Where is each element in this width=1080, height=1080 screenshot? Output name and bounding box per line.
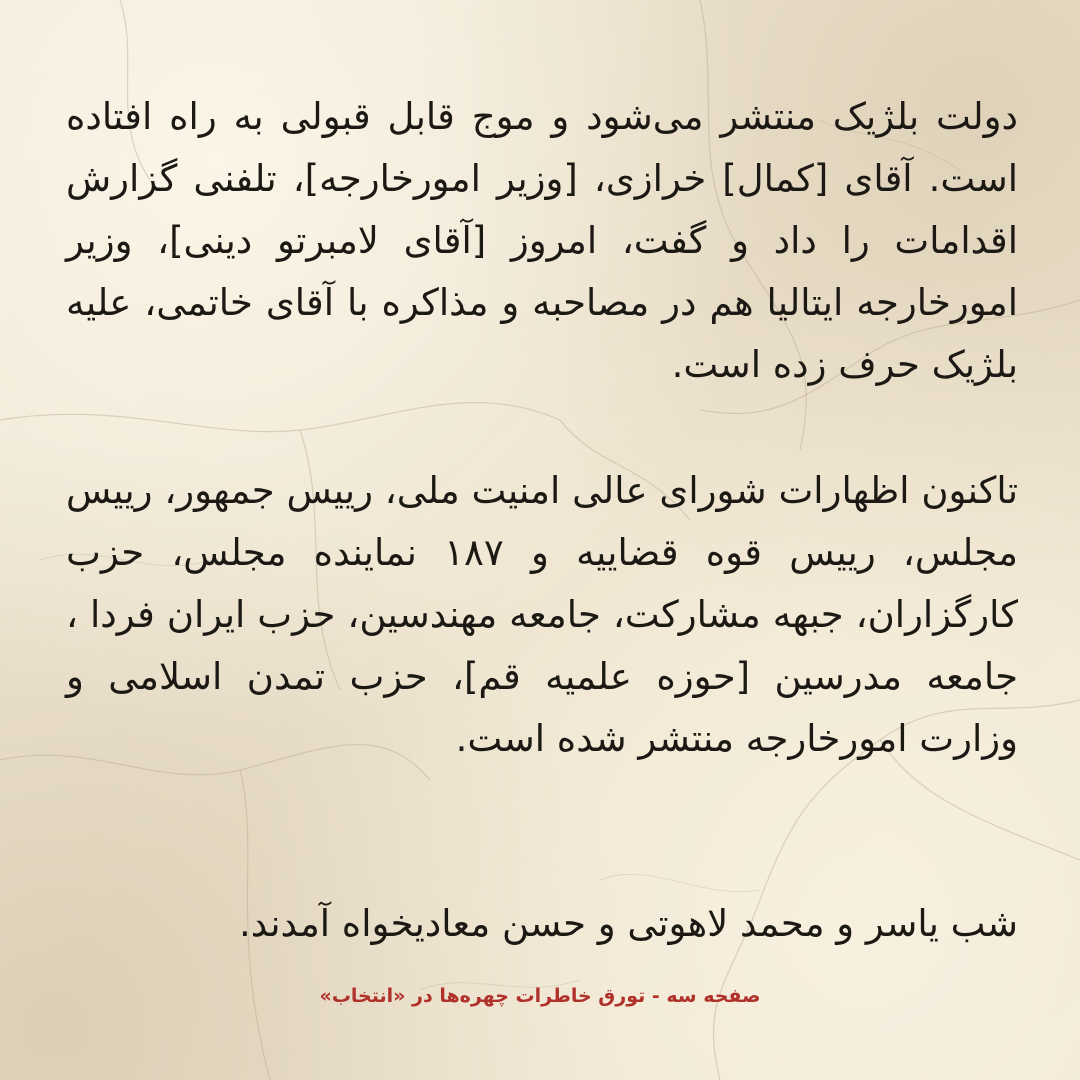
memoir-paragraph-2: تاکنون اظهارات شورای عالی امنیت ملی، رییس جمهور، رییس مجلس، رییس قوه قضاییه و ۱۸۷ نماینده مجلس، حزب کارگزاران، جبهه مشارکت، جامعه مهندسین، حزب ایران فردا ، جامعه مدرسین [حوزه علمیه قم]، حزب تمدن اسلامی و وزارت امورخارجه منتشر شده است. xyxy=(66,469,1019,760)
memoir-paragraph-3: شب یاسر و محمد لاهوتی و حسن معادیخواه آمدند. xyxy=(239,902,1018,945)
page-caption: صفحه سه - تورق خاطرات چهره‌ها در «انتخاب» xyxy=(319,985,761,1007)
memoir-paragraph-1: دولت بلژیک منتشر می‌شود و موج قابل قبولی به راه افتاده است. آقای [کمال] خرازی، [وزیر امورخارجه]، تلفنی گزارش اقدامات را داد و گفت، امروز [آقای لامبرتو دینی]، وزیر امورخارجه ایتالیا هم در مصاحبه و مذاکره با آقای خاتمی، علیه بلژیک حرف زده است. xyxy=(66,95,1018,386)
